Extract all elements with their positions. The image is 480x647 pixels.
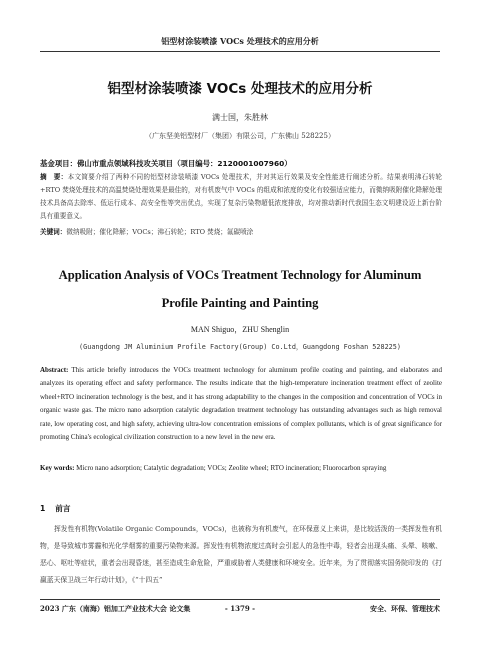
footer-rule (40, 599, 440, 600)
english-title: Application Analysis of VOCs Treatment Technology for Aluminum Profile Painting and Painting (58, 268, 422, 310)
running-head: 铝型材涂装喷漆 VOCs 处理技术的应用分析 (161, 36, 319, 46)
english-keywords-text: Micro nano adsorption; Catalytic degradation; VOCs; Zeolite wheel; RTO incineration; Fluorocarbon spraying (76, 464, 387, 472)
english-abstract-label: Abstract: (40, 366, 69, 374)
chinese-keywords (40, 226, 440, 236)
english-keywords-label: Key words: (40, 464, 75, 472)
chinese-abstract-label: 摘 要： (40, 173, 68, 181)
english-keywords (40, 464, 440, 472)
chinese-authors: 满士国，朱胜林 (212, 113, 268, 122)
english-abstract (40, 364, 442, 444)
chinese-abstract (40, 171, 442, 223)
section-title: 前言 (55, 504, 71, 513)
section-number: 1 (40, 504, 46, 513)
fund-statement: 基金项目：佛山市重点领域科技攻关项目（项目编号：2120001007960） (40, 159, 292, 168)
chinese-title: 铝型材涂装喷漆 VOCs 处理技术的应用分析 (107, 81, 373, 97)
header-rule (40, 51, 440, 52)
section-heading (40, 503, 80, 514)
chinese-keywords-text: 微纳吸附；催化降解；VOCs；沸石转轮；RTO 焚烧；氟碳喷涂 (66, 228, 254, 236)
footer-proceedings: 2023 广东（南海）铝加工产业技术大会 论文集 (40, 604, 191, 613)
footer-section: 安全、环保、管理技术 (370, 604, 440, 613)
chinese-affiliation: （广东坚美铝型材厂（集团）有限公司，广东佛山 528225） (145, 132, 335, 140)
english-affiliation: (Guangdong JM Aluminium Profile Factory(Group) Co.Ltd，Guangdong Foshan 528225) (79, 343, 401, 351)
chinese-abstract-text: 本文简要介绍了两种不同的铝型材涂装喷漆 VOCs 处理技术，并对其运行效果及安全性能进行阐述分析。结果表明沸石转轮+RTO 焚烧处理技术的高温焚烧处理效果是最佳的，对有机废气中 VOCs 的组成和浓度的变化有较强适应能力，而微纳吸附催化降解处理技术具备高去除率、低运行成本、高安全性等突出优点，实现了复杂污染物超低浓度排放，均对推动新时代我国生态文明建设迈上新台阶具有重要意义。 (40, 173, 443, 220)
section-body: 挥发性有机物(Volatile Organic Compounds，VOCs)，也被称为有机废气，在环保意义上来讲，是比较活泼的一类挥发性有机物，是导致城市雾霾和光化学烟雾的重要污染物来源。挥发性有机物浓度过高时会引起人的急性中毒，轻者会出现头痛、头晕、咳嗽、恶心、呕吐等症状，重者会出现昏迷，甚至造成生命危险，严重威胁着人类健康和环境安全。近年来，为了贯彻落实国务院印发的《打赢蓝天保卫战三年行动计划》，《“十四五” (40, 525, 442, 584)
english-abstract-text: This article briefly introduces the VOCs treatment technology for aluminum profile coating and painting, and elaborates and analyzes its operating effect and safety performance. The results indicate that the high-temperature incineration treatment effect of zeolite wheel+RTO incineration technology is the best, and it has strong adaptability to the changes in the composition and concentration of VOCs in organic waste gas. The micro nano adsorption catalytic degradation treatment technology has outstanding advantages such as high removal rate, low operating cost, and high safety, achieving ultra-low concentration emissions of complex pollutants, which is of great significance for promoting China's ecological civilization construction to a new level in the new era. (40, 366, 442, 442)
chinese-keywords-label: 关键词： (40, 228, 67, 236)
english-authors: MAN Shiguo，ZHU Shenglin (190, 325, 290, 334)
page-number: - 1379 - (224, 604, 256, 613)
